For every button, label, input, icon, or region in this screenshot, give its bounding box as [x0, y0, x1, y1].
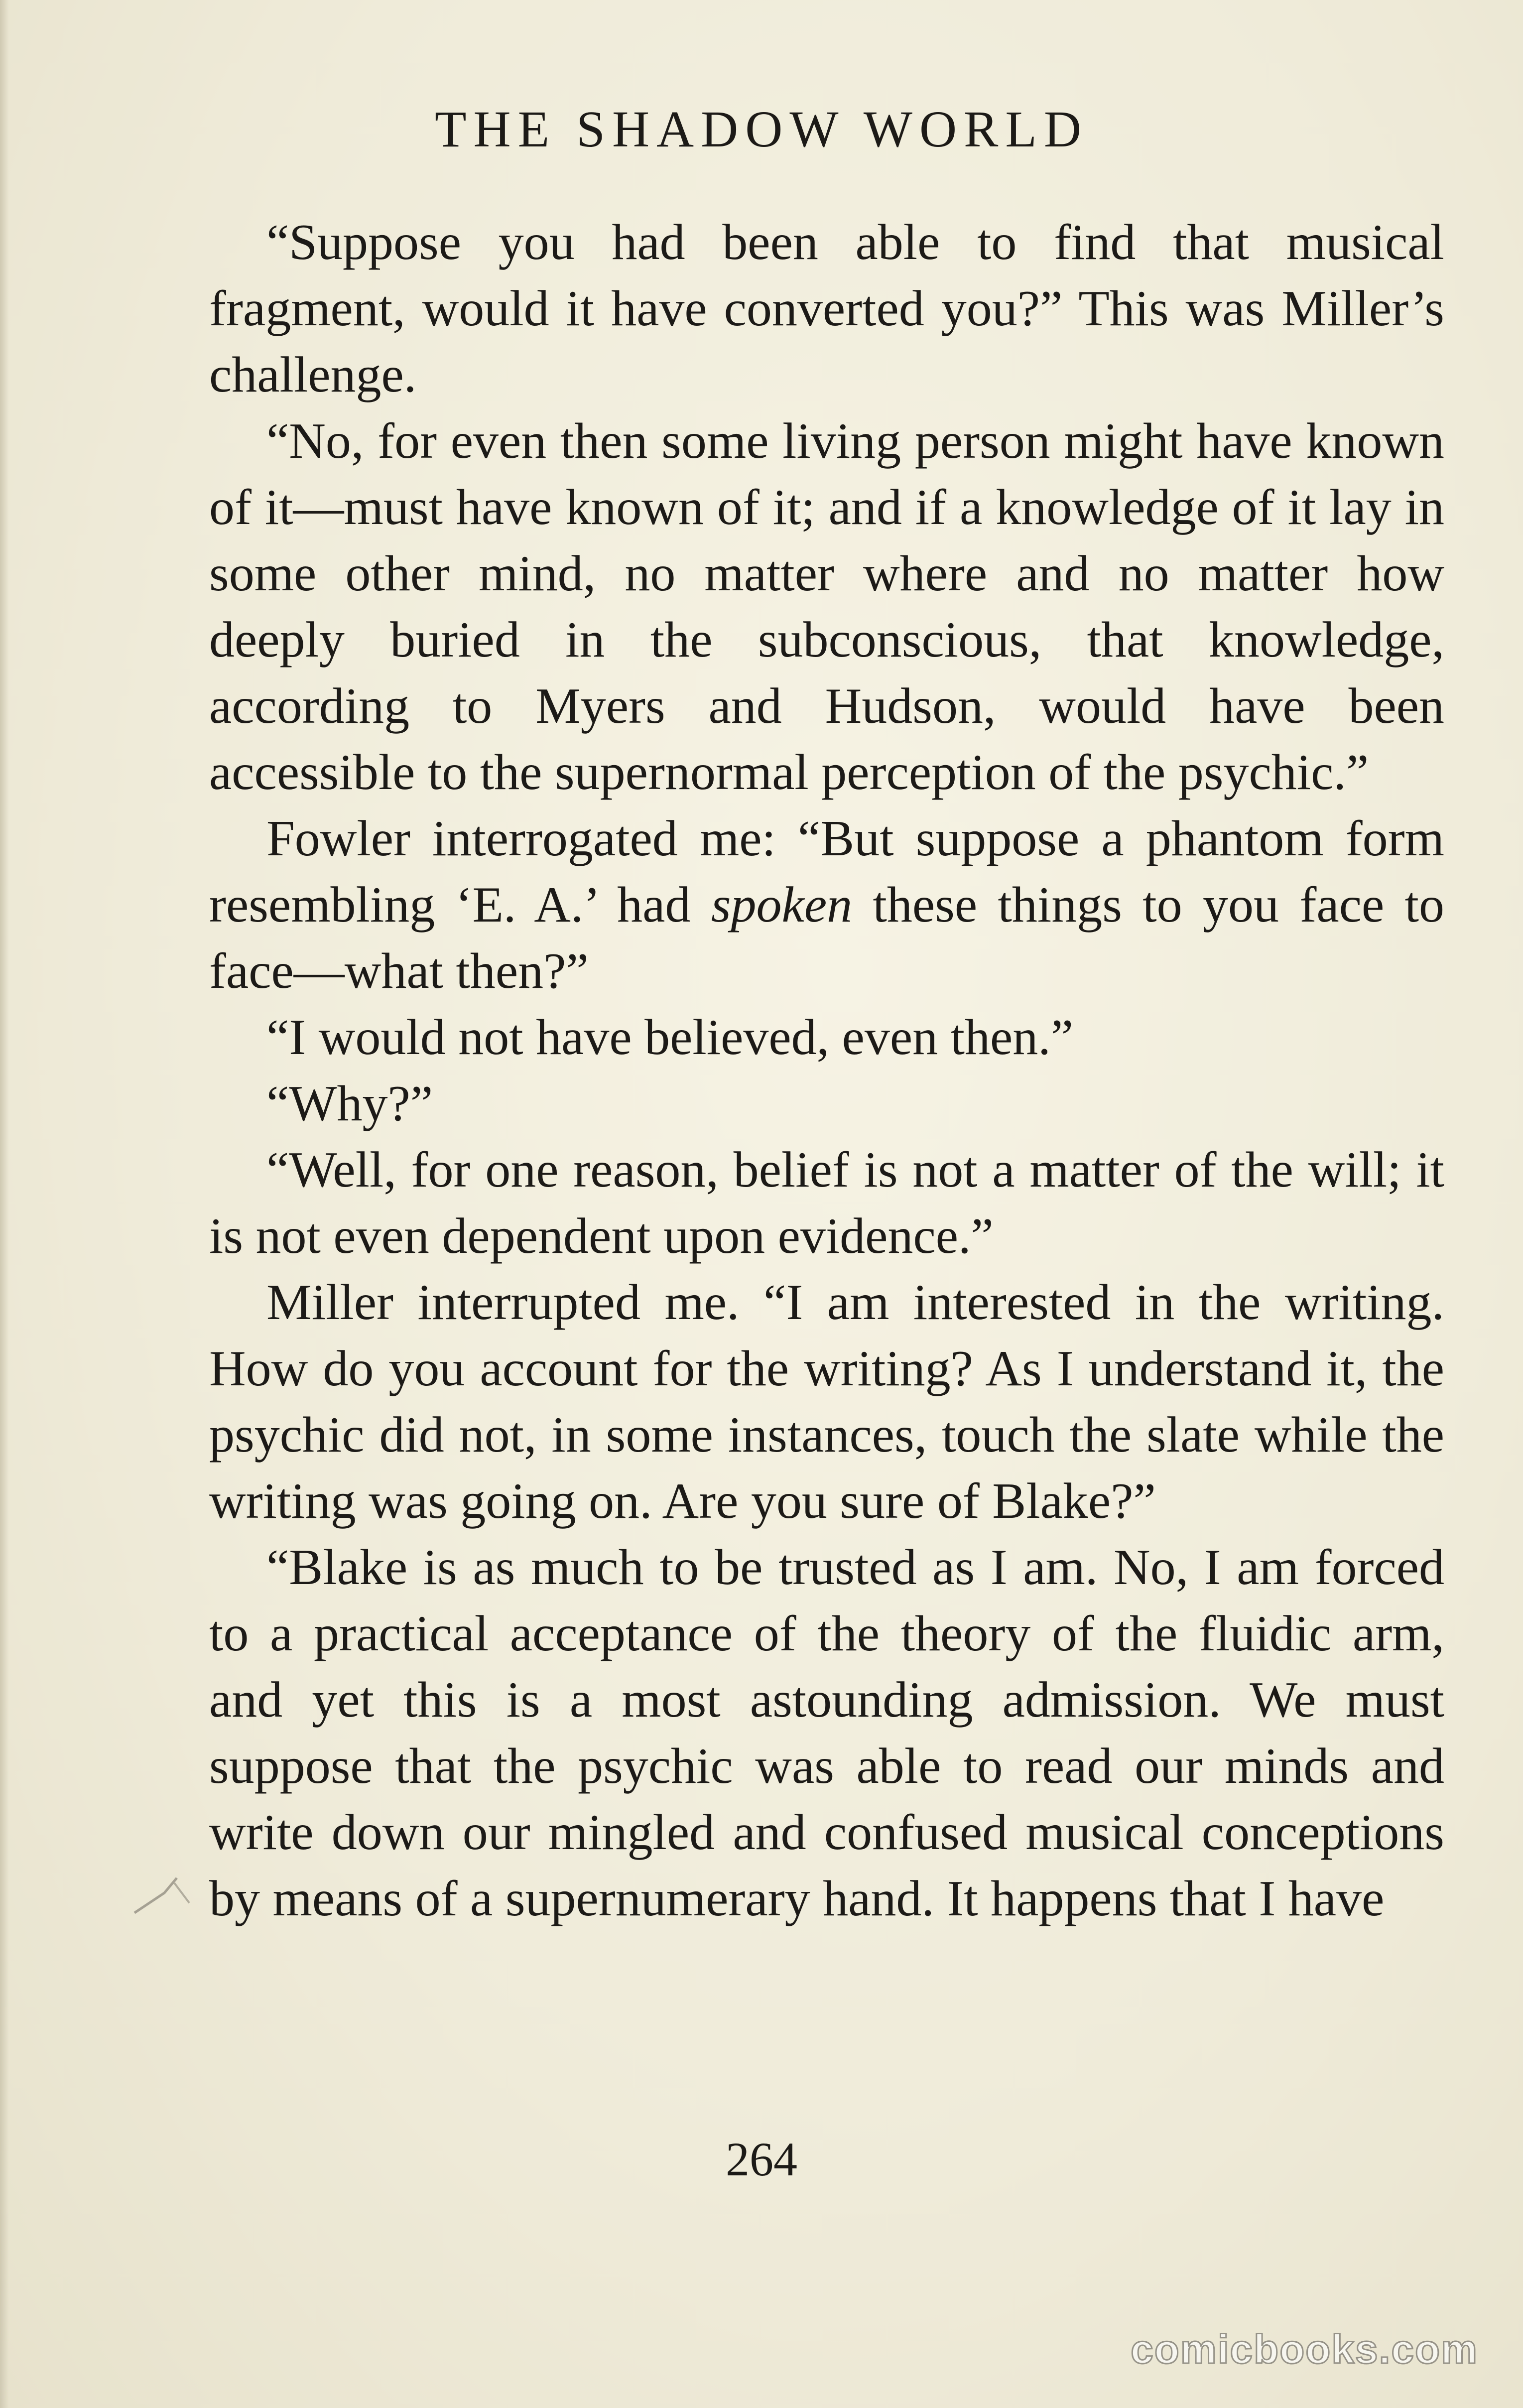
paragraph-1: “Suppose you had been able to find that musical fragment, would it have converted you?” This was Miller’s challenge. — [209, 214, 1444, 403]
paragraph-6: “Well, for one reason, belief is not a matter of the will; it is not even dependent upon evidence.” — [209, 1142, 1444, 1264]
paragraph-3-text-after: these things to you face to face—what then?” — [209, 877, 1444, 999]
paragraph-8: “Blake is as much to be trusted as I am. No, I am forced to a practical acceptance of the theory of the fluidic arm, and yet this is a most astounding admission. We must suppose that the psychic was able to read our minds and write down our mingled and confused musical conceptions by means of a supernumerary hand. It happens that I have — [209, 1539, 1444, 1927]
paragraph-7: Miller interrupted me. “I am interested in the writing. How do you account for the writing? As I understand it, the psychic did not, in some instances, touch the slate while the writing was going on. Are you sure of Blake?” — [209, 1274, 1444, 1529]
watermark: comicbooks.com — [1131, 2327, 1478, 2372]
body-text — [209, 209, 1444, 1932]
page-gutter-shadow — [0, 0, 9, 2408]
emphasis-spoken: spoken — [711, 877, 853, 933]
paragraph-2: “No, for even then some living person might have known of it—must have known of it; and if a knowledge of it lay in some other mind, no matter where and no matter how deeply buried in the subconscious, that knowledge, according to Myers and Hudson, would have been accessible to the supernormal perception of the psychic.” — [209, 413, 1444, 801]
pencil-mark — [129, 1863, 209, 1923]
page-number: 264 — [726, 2133, 797, 2186]
running-head: THE SHADOW WORLD — [434, 101, 1089, 158]
paragraph-5: “Why?” — [266, 1075, 433, 1132]
paragraph-4: “I would not have believed, even then.” — [266, 1009, 1074, 1066]
paragraph-3 — [209, 805, 1444, 1004]
paragraph-3-text-before: Fowler interrogated me: “But suppose a phantom form resembling ‘E. A.’ had — [209, 810, 1444, 933]
